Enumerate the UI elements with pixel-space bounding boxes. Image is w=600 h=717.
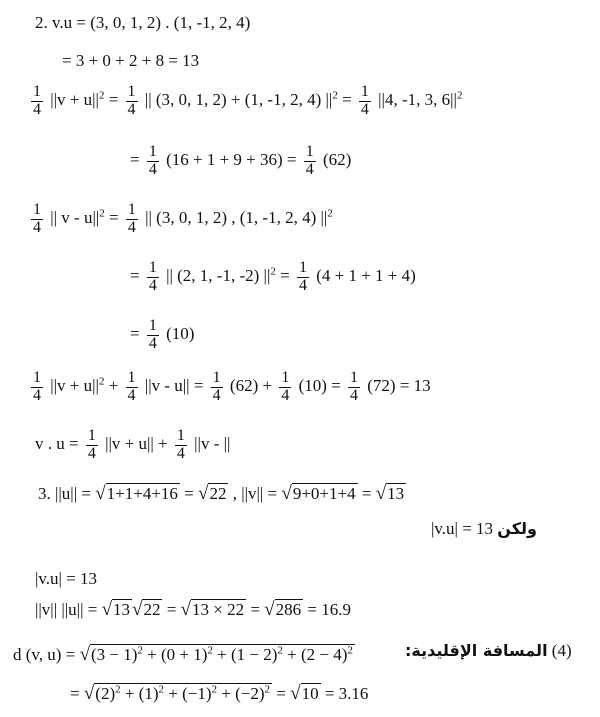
sqrt-icon: √ <box>95 483 106 504</box>
equals: = <box>166 600 177 619</box>
term: (3 − 1) <box>91 645 138 664</box>
norm-expression: || (2, 1, -1, -2) || <box>166 266 271 286</box>
exponent: 2 <box>99 207 105 220</box>
square-root <box>80 645 355 664</box>
fraction-den: 4 <box>176 444 185 462</box>
line-11 <box>431 520 537 537</box>
fraction-den: 4 <box>127 218 136 236</box>
fraction-num: 1 <box>127 201 136 218</box>
line-8 <box>28 370 431 405</box>
fraction-num: 1 <box>148 317 157 334</box>
square-root <box>281 484 357 503</box>
fraction-num: 1 <box>148 143 157 160</box>
fraction <box>147 318 159 353</box>
sqrt-argument <box>90 644 355 664</box>
equals: = <box>130 324 140 344</box>
fraction <box>126 202 138 237</box>
term: + (2 − 4) <box>287 645 348 664</box>
norm-v-minus-u: ||v - u|| = <box>144 376 204 396</box>
equals: = <box>70 684 80 703</box>
fraction-den: 4 <box>33 100 41 118</box>
equals: = <box>280 266 290 286</box>
exponent: 2 <box>264 683 271 696</box>
fraction <box>175 428 187 463</box>
equals: = <box>250 600 260 619</box>
line-15 <box>70 684 368 703</box>
norm-u-label: 3. ||u|| = <box>38 484 91 503</box>
exponent: 2 <box>137 644 143 657</box>
square-root <box>264 600 303 619</box>
sqrt-icon: √ <box>180 599 191 620</box>
fraction-den: 4 <box>148 160 157 178</box>
fraction-den: 4 <box>127 386 136 404</box>
line-3 <box>28 84 462 119</box>
fraction-den: 4 <box>350 386 359 404</box>
value: (62) <box>323 150 352 170</box>
fraction-den: 4 <box>305 160 314 178</box>
exponent: 2 <box>98 375 105 388</box>
equals: = <box>184 484 194 503</box>
equals: = <box>109 208 119 228</box>
euclidean-distance-label: المسافة الإقليدية: <box>405 641 548 660</box>
line-2-text: = 3 + 0 + 2 + 8 = 13 <box>62 51 200 70</box>
equals: = <box>276 684 286 703</box>
sqrt-argument: 10 <box>301 684 319 703</box>
fraction <box>297 260 309 295</box>
fraction-num: 1 <box>87 427 96 444</box>
fraction-num: 1 <box>127 83 136 100</box>
line-14 <box>13 645 355 664</box>
fraction <box>211 370 223 405</box>
fraction <box>31 202 43 237</box>
fraction <box>31 370 43 405</box>
line-1 <box>35 14 250 31</box>
square-root <box>84 684 272 703</box>
exponent: 2 <box>327 207 333 220</box>
fraction-num: 1 <box>298 259 307 276</box>
line-9 <box>35 428 230 463</box>
exponent: 2 <box>456 89 463 102</box>
line-12 <box>35 570 97 587</box>
fraction <box>31 84 43 119</box>
term: (2) <box>95 684 116 703</box>
square-root <box>376 484 406 503</box>
exponent: 2 <box>347 644 353 657</box>
sqrt-argument: 13 × 22 <box>191 600 245 619</box>
fraction <box>86 428 98 463</box>
fraction-num: 1 <box>127 369 136 386</box>
norm-product-label: ||v|| ||u|| = <box>35 600 98 619</box>
equals: = <box>108 90 119 110</box>
fraction-den: 4 <box>148 334 157 352</box>
fraction <box>348 370 360 405</box>
fraction-num: 1 <box>360 83 369 100</box>
abs-dot-product: |v.u| = 13 <box>35 569 98 588</box>
fraction <box>126 370 138 405</box>
fraction <box>126 84 138 119</box>
fraction-den: 4 <box>127 100 136 118</box>
item-number: (4) <box>551 641 572 660</box>
sqrt-icon: √ <box>83 683 95 704</box>
fraction-num: 1 <box>33 83 41 100</box>
term: + (1) <box>124 684 159 703</box>
sqrt-argument: 13 <box>113 600 131 619</box>
sqrt-icon: √ <box>264 599 275 620</box>
exponent: 2 <box>270 265 276 278</box>
sum-expression: (16 + 1 + 9 + 36) = <box>166 150 297 170</box>
fraction-num: 1 <box>33 369 41 386</box>
norm-expression: || (3, 0, 1, 2) , (1, -1, 2, 4) || <box>145 208 328 228</box>
fraction <box>304 144 316 179</box>
square-root <box>102 600 132 619</box>
fraction <box>147 144 159 179</box>
result: = 3.16 <box>324 684 369 703</box>
sqrt-icon: √ <box>290 683 301 704</box>
fraction-num: 1 <box>212 369 221 386</box>
exponent: 2 <box>115 683 121 696</box>
fraction-den: 4 <box>360 100 369 118</box>
fraction-num: 1 <box>148 259 157 276</box>
line-2 <box>62 52 199 69</box>
distance-label: d (v, u) = <box>13 645 76 664</box>
fraction-den: 4 <box>87 444 96 462</box>
dot-product-label: v . u = <box>35 434 79 454</box>
line-14-label <box>405 642 572 659</box>
fraction-num: 1 <box>305 143 314 160</box>
fraction-den: 4 <box>212 386 221 404</box>
line-4 <box>130 144 351 179</box>
fraction-den: 4 <box>33 386 41 404</box>
line-6 <box>130 260 416 295</box>
fraction <box>359 84 371 119</box>
square-root <box>181 600 247 619</box>
sqrt-argument <box>94 683 272 703</box>
equals: = <box>130 150 140 170</box>
sqrt-icon: √ <box>375 483 387 504</box>
sqrt-argument: 22 <box>143 600 161 619</box>
square-root <box>95 484 180 503</box>
sqrt-argument: 9+0+1+4 <box>292 484 356 503</box>
plus: + <box>108 376 119 396</box>
fraction-num: 1 <box>176 427 185 444</box>
value: (10) = <box>298 376 341 396</box>
equals: = <box>361 484 372 503</box>
line-1-text: 2. v.u = (3, 0, 1, 2) . (1, -1, 2, 4) <box>35 13 251 32</box>
result: = 16.9 <box>307 600 351 619</box>
fraction-den: 4 <box>298 276 307 294</box>
fraction-num: 1 <box>350 369 359 386</box>
fraction-den: 4 <box>281 386 290 404</box>
exponent: 2 <box>211 683 218 696</box>
square-root <box>132 600 162 619</box>
exponent: 2 <box>98 89 105 102</box>
line-10 <box>38 484 406 503</box>
value: (62) + <box>229 376 273 396</box>
fraction-den: 4 <box>148 276 157 294</box>
equals: = <box>342 90 352 110</box>
sqrt-icon: √ <box>101 599 113 620</box>
value: (10) <box>166 324 195 344</box>
norm-v-plus-u: ||v + u|| <box>50 90 99 110</box>
arabic-but: ولكن <box>497 519 537 538</box>
exponent: 2 <box>207 644 213 657</box>
equals: = <box>130 266 140 286</box>
sum-expression: (4 + 1 + 1 + 4) <box>316 266 416 286</box>
norm-v-plus-u: ||v + u|| + <box>105 434 168 454</box>
sqrt-argument: 13 <box>387 484 405 503</box>
fraction-num: 1 <box>281 369 290 386</box>
sqrt-argument: 1+1+4+16 <box>106 484 178 503</box>
term: + (1 − 2) <box>217 645 278 664</box>
exponent: 2 <box>158 683 165 696</box>
term: + (−1) <box>168 684 212 703</box>
fraction-num: 1 <box>33 201 41 218</box>
norm-v-plus-u: ||v + u|| <box>50 376 99 396</box>
exponent: 2 <box>277 644 283 657</box>
fraction <box>279 370 291 405</box>
abs-dot-product: |v.u| = 13 <box>431 519 494 538</box>
sqrt-argument: 22 <box>209 484 227 503</box>
value: (72) = 13 <box>367 376 431 396</box>
sqrt-icon: √ <box>281 483 292 504</box>
square-root <box>290 684 320 703</box>
sqrt-argument: 286 <box>275 600 302 619</box>
sqrt-icon: √ <box>198 483 209 504</box>
square-root <box>198 484 228 503</box>
fraction <box>147 260 159 295</box>
term: + (0 + 1) <box>147 645 208 664</box>
sqrt-icon: √ <box>132 599 143 620</box>
norm-v-minus: ||v - || <box>194 434 231 454</box>
fraction-den: 4 <box>33 218 41 236</box>
norm-v-label: , ||v|| = <box>232 484 278 503</box>
line-13 <box>35 600 351 619</box>
norm-result: ||4, -1, 3, 6|| <box>378 90 457 110</box>
line-5 <box>28 202 333 237</box>
norm-expression: || (3, 0, 1, 2) + (1, -1, 2, 4) || <box>144 90 333 110</box>
sqrt-icon: √ <box>79 644 90 665</box>
line-7 <box>130 318 194 353</box>
term: + (−2) <box>221 684 265 703</box>
norm-v-minus-u: || v - u|| <box>50 208 100 228</box>
exponent: 2 <box>332 89 338 102</box>
